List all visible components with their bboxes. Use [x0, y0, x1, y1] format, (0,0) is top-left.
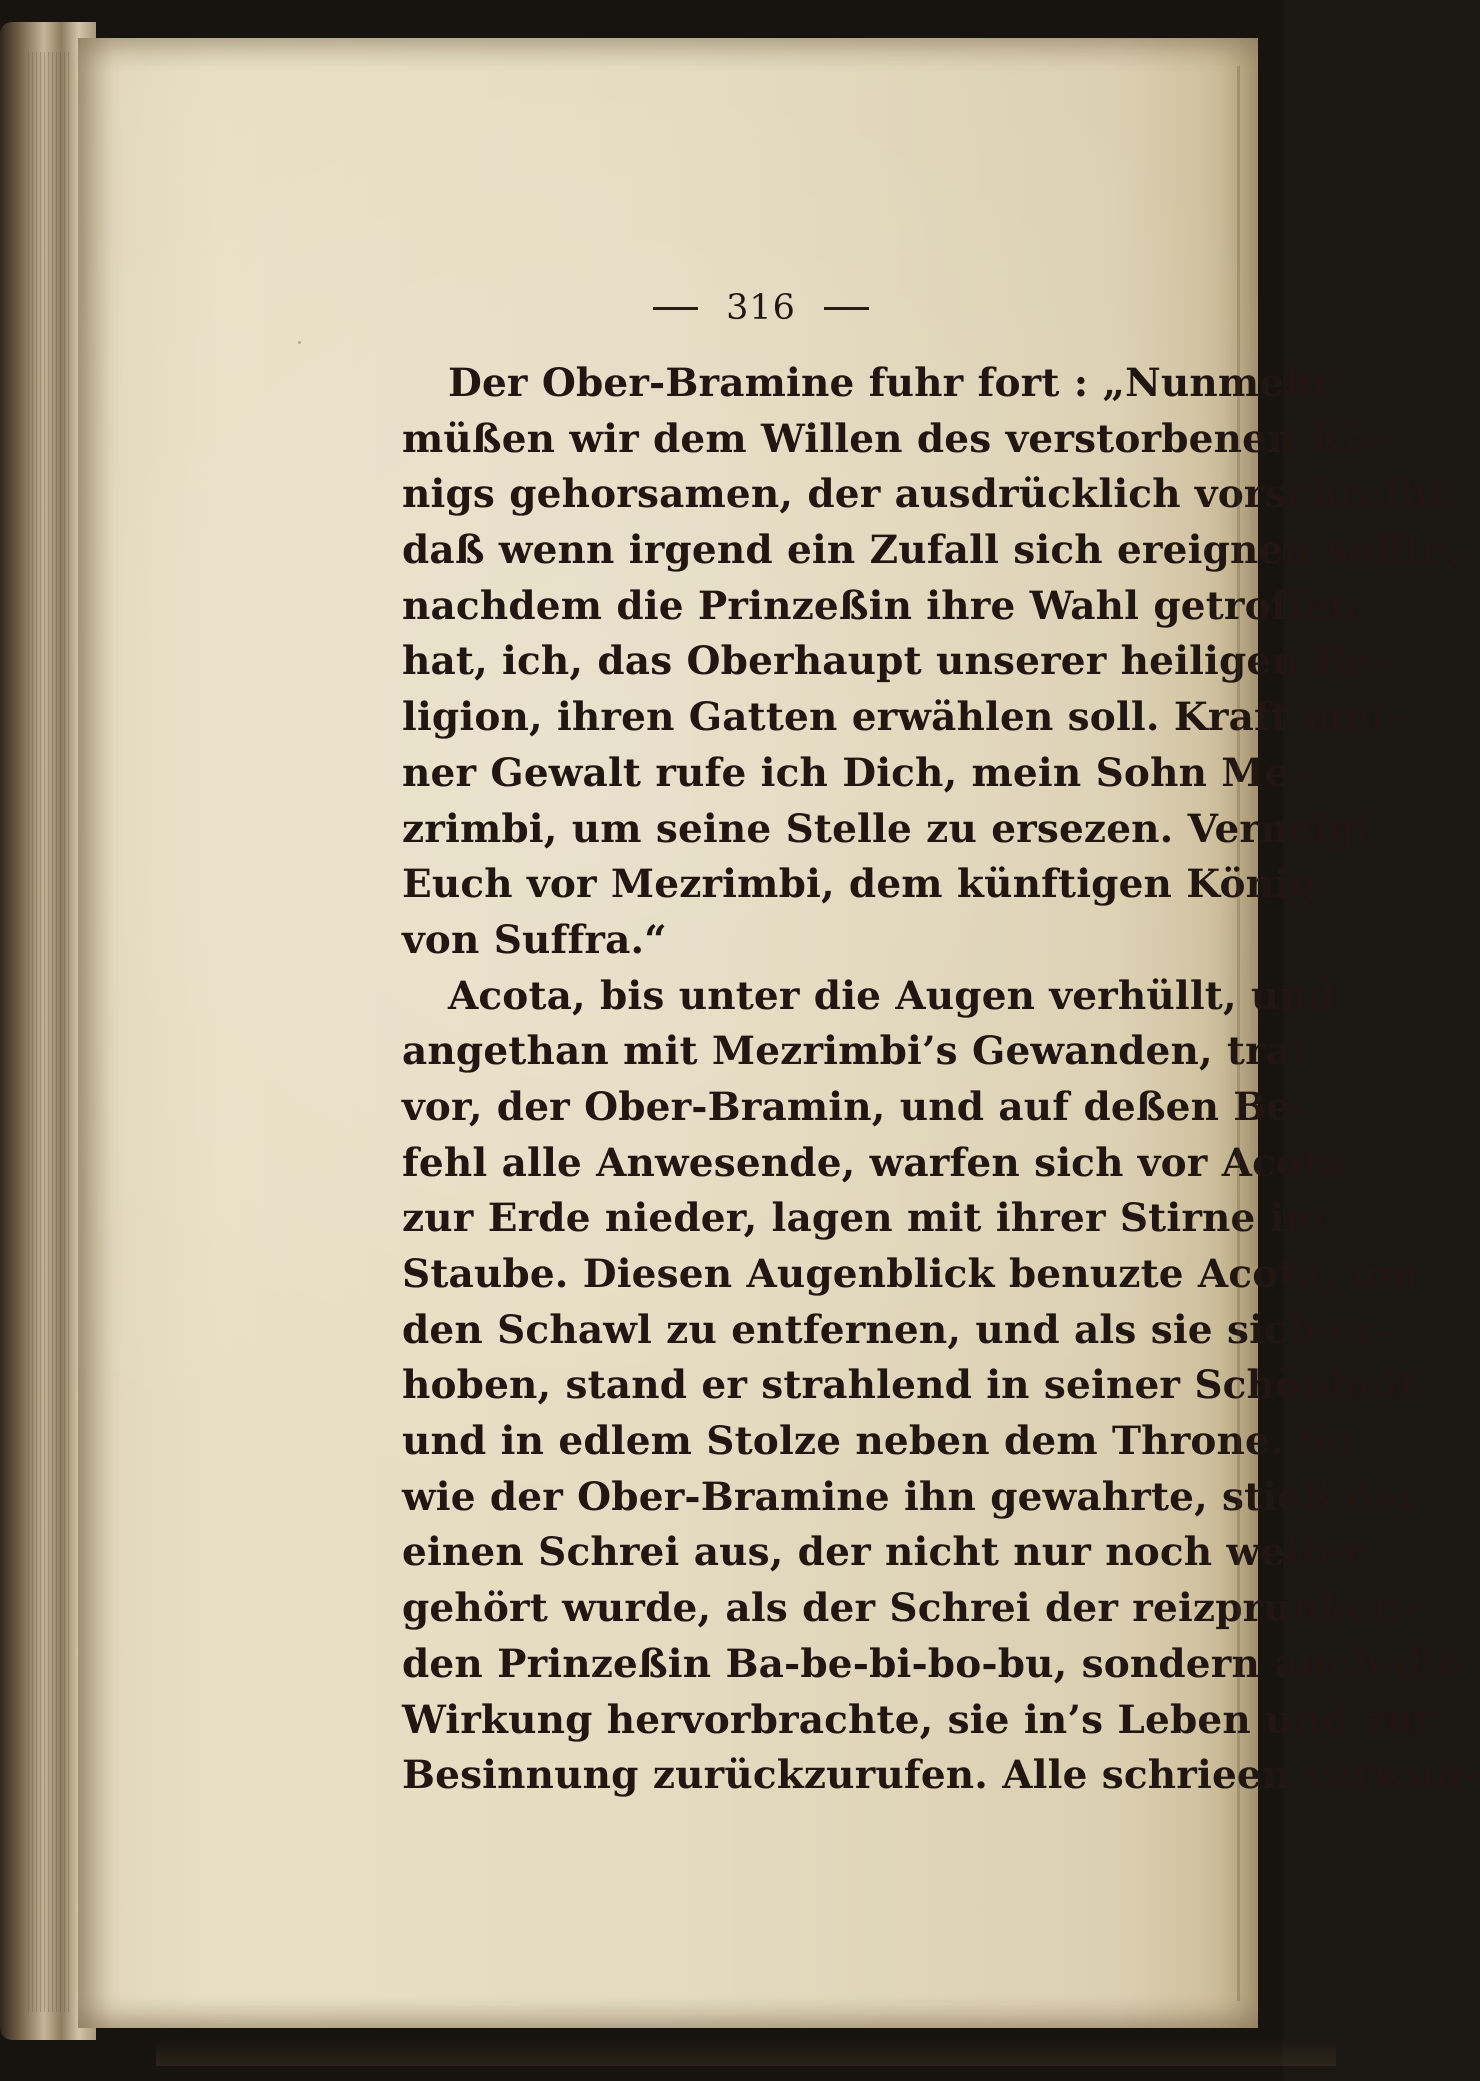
text-line-19: hoben, stand er strahlend in seiner Schönheit	[402, 1362, 1417, 1409]
text-line-17: Staube. Diesen Augenblick benuzte Acota, um	[402, 1251, 1420, 1297]
text-line-5: nachdem die Prinzeßin ihre Wahl getroffen	[402, 582, 1359, 629]
book-page	[78, 38, 1480, 2028]
text-line-4: daß wenn irgend ein Zufall sich ereignen sollte,	[402, 527, 1462, 574]
text-line-2: müßen wir dem Willen des verstorbenen Kö-	[402, 415, 1386, 462]
text-line-13: angethan mit Mezrimbi’s Gewanden, trat	[402, 1028, 1310, 1075]
right-dash-line	[824, 307, 869, 310]
text-line-18: den Schawl zu entfernen, und als sie sich er-	[402, 1306, 1393, 1353]
page-number: 316	[726, 288, 796, 328]
page-bottom-shadow	[156, 2040, 1336, 2066]
text-line-16: zur Erde nieder, lagen mit ihrer Stirne im	[402, 1195, 1327, 1242]
text-line-25: Wirkung hervorbrachte, sie in’s Leben und zur	[402, 1696, 1436, 1743]
page-header	[616, 286, 906, 330]
text-line-10: Euch vor Mezrimbi, dem künftigen König	[402, 861, 1317, 908]
paper-speck	[298, 341, 301, 344]
text-line-9: zrimbi, um seine Stelle zu ersezen. Verneigt	[402, 805, 1375, 852]
text-line-3: nigs gehorsamen, der ausdrücklich vorschreibt,	[402, 471, 1460, 518]
text-line-22: einen Schrei aus, der nicht nur noch weiter	[402, 1529, 1364, 1576]
text-line-15: fehl alle Anwesende, warfen sich vor Acota	[402, 1139, 1346, 1186]
text-line-11: von Suffra.“	[402, 916, 667, 963]
text-line-1: Der Ober-Bramine fuhr fort : „Nunmehr	[448, 360, 1334, 406]
text-line-24: den Prinzeßin Ba-be-bi-bo-bu, sondern auch die	[402, 1640, 1463, 1687]
text-line-23: gehört wurde, als der Schrei der reizprunken-	[402, 1585, 1418, 1632]
text-line-7: ligion, ihren Gatten erwählen soll. Kraft mei-	[402, 694, 1401, 741]
page-text	[402, 356, 1480, 1804]
left-dash-line	[653, 307, 698, 310]
text-line-20: und in edlem Stolze neben dem Throne. So	[402, 1418, 1353, 1465]
text-line-12: Acota, bis unter die Augen verhüllt, und	[448, 972, 1336, 1019]
text-line-21: wie der Ober-Bramine ihn gewahrte, stieß der	[402, 1473, 1420, 1520]
text-line-14: vor, der Ober-Bramin, und auf deßen Be-	[402, 1083, 1308, 1130]
text-line-26: Besinnung zurückzurufen. Alle schrieen verwun-	[402, 1752, 1480, 1799]
text-line-8: ner Gewalt rufe ich Dich, mein Sohn Me-	[402, 749, 1306, 796]
text-line-6: hat, ich, das Oberhaupt unserer heiligen Re-	[402, 638, 1388, 685]
